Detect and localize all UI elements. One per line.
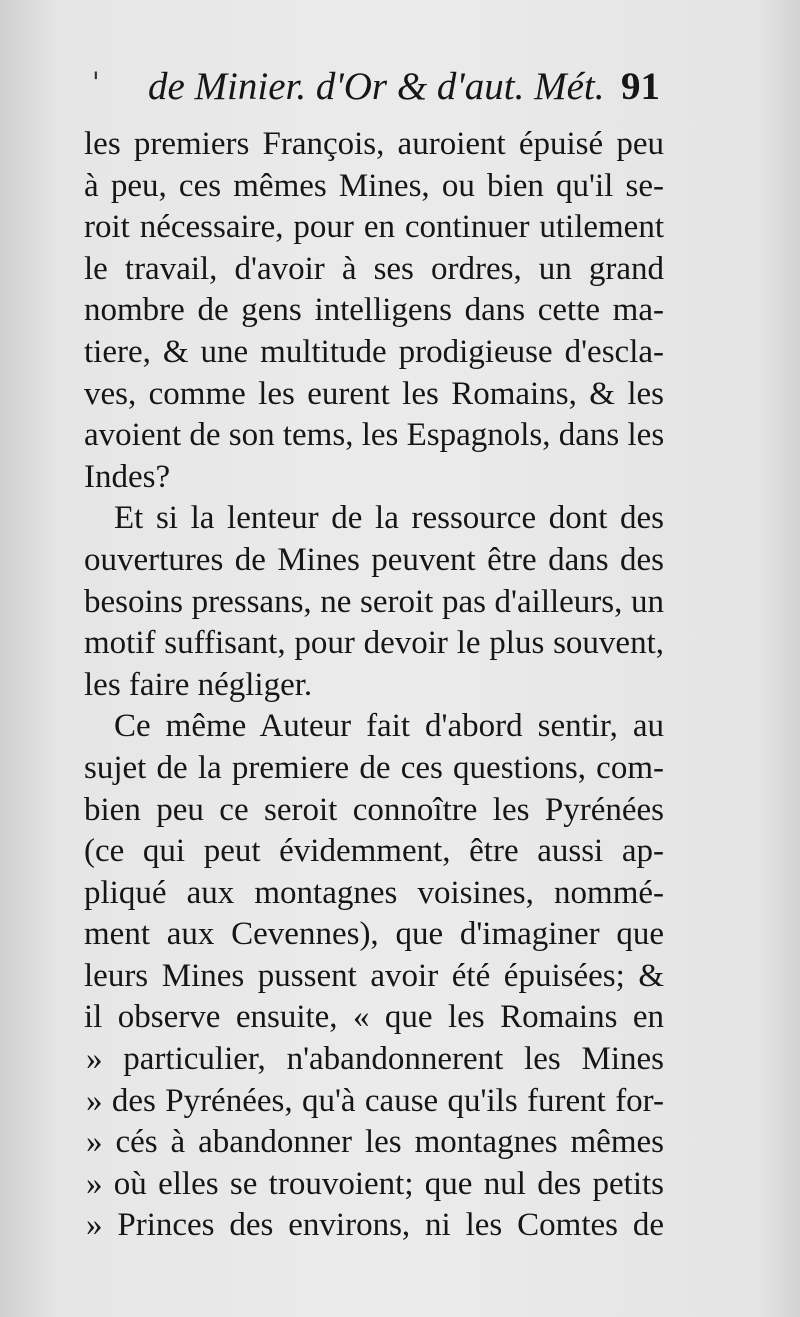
text-line: il observe ensuite, « que les Romains en [84, 999, 664, 1036]
text-line: avoient de son tems, les Espagnols, dans les [84, 417, 665, 454]
running-head [148, 62, 660, 112]
text-line: » cés à abandonner les montagnes mêmes [86, 1124, 664, 1161]
text-line: ouvertures de Mines peuvent être dans des [84, 541, 664, 578]
text-line: les faire négliger. [84, 666, 313, 703]
text-line: nombre de gens intelligens dans cette ma- [84, 292, 664, 329]
text-line: Et si la lenteur de la ressource dont des [114, 500, 664, 537]
text-line: à peu, ces mêmes Mines, ou bien qu'il se- [84, 167, 664, 204]
text-line: le travail, d'avoir à ses ordres, un grand [84, 250, 664, 287]
text-line: tiere, & une multitude prodigieuse d'escla- [84, 333, 664, 370]
text-line: ment aux Cevennes), que d'imaginer que [84, 916, 664, 953]
text-line: pliqué aux montagnes voisines, nommé- [84, 874, 664, 911]
text-line: » particulier, n'abandonnerent les Mines [86, 1041, 664, 1078]
text-line: Ce même Auteur fait d'abord sentir, au [114, 708, 664, 745]
running-head-title: de Minier. d'Or & d'aut. Mét. [148, 65, 605, 108]
text-line: les premiers François, auroient épuisé peu [84, 126, 664, 162]
text-line: motif suffisant, pour devoir le plus souvent, [84, 625, 664, 662]
text-line: » Princes des environs, ni les Comtes de [86, 1207, 664, 1244]
text-line: » des Pyrénées, qu'à cause qu'ils furent for- [86, 1082, 664, 1119]
text-line: bien peu ce seroit connoître les Pyrénées [84, 791, 664, 828]
text-line: besoins pressans, ne seroit pas d'ailleurs, un [84, 583, 664, 620]
text-line: sujet de la premiere de ces questions, com- [84, 749, 664, 786]
corner-mark: ' [92, 66, 100, 99]
text-line: » où elles se trouvoient; que nul des petits [86, 1165, 664, 1202]
page-number: 91 [621, 65, 660, 108]
body-text [84, 124, 664, 1247]
text-line: leurs Mines pussent avoir été épuisées; & [84, 957, 664, 994]
text-line: ves, comme les eurent les Romains, & les [84, 375, 664, 412]
text-line: Indes? [84, 458, 171, 495]
text-line: (ce qui peut évidemment, être aussi ap- [84, 833, 664, 870]
text-line: roit nécessaire, pour en continuer utilement [84, 209, 664, 246]
